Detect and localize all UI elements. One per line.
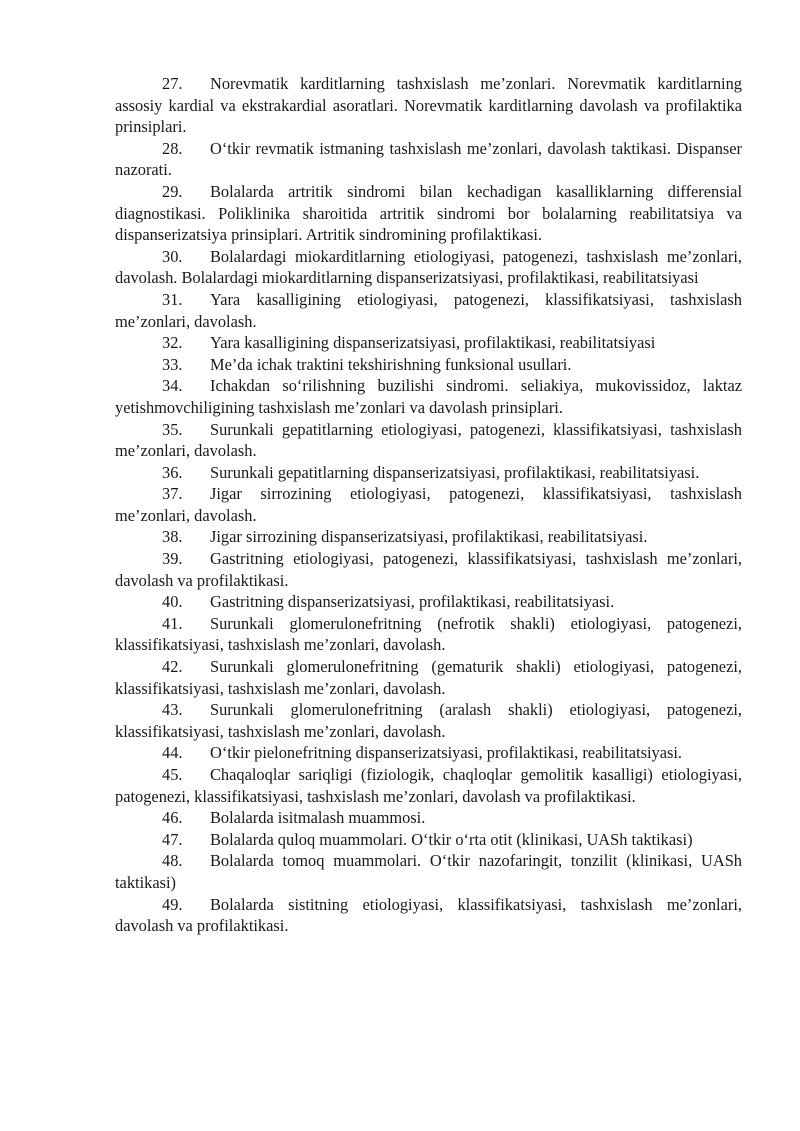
list-item-44 [115, 742, 742, 764]
item-number: 40. [162, 592, 183, 612]
list-item-43 [115, 699, 742, 742]
item-text: O‘tkir pielonefritning dispanserizatsiyasi, profilaktikasi, reabilitatsiyasi. [210, 743, 683, 763]
item-text: Surunkali glomerulonefritning (nefrotik shakli) etiologiyasi, patogenezi, klassifikatsiyasi, tashxislash me’zonlari, davolash. [115, 613, 742, 655]
item-text: Surunkali gepatitlarning etiologiyasi, patogenezi, klassifikatsiyasi, tashxislash me’zonlari, davolash. [115, 419, 742, 461]
item-number: 34. [162, 376, 183, 396]
item-text: Ichakdan so‘rilishning buzilishi sindromi. seliakiya, mukovissidoz, laktaz yetishmovchiligining tashxislash me’zonlari va davolash prinsiplari. [115, 376, 742, 417]
list-item-30 [115, 246, 742, 289]
item-number: 46. [162, 808, 183, 828]
item-number: 30. [162, 246, 183, 266]
item-number: 35. [162, 419, 183, 439]
item-text: Yara kasalligining etiologiyasi, patogenezi, klassifikatsiyasi, tashxislash me’zonlari, davolash. [115, 289, 742, 331]
item-number: 41. [162, 613, 183, 633]
item-number: 38. [162, 527, 183, 547]
item-number: 31. [162, 289, 183, 309]
list-item-35 [115, 419, 742, 462]
item-text: Bolalarda artritik sindromi bilan kechadigan kasalliklarning differensial diagnostikasi. Poliklinika sharoitida artritik sindromi bor bolalarning reabilitatsiya va dispanserizatsiya prinsiplari. Artritik sindromining profilaktikasi. [115, 181, 742, 245]
item-number: 45. [162, 765, 183, 784]
list-item-33 [115, 354, 742, 376]
item-number: 27. [162, 74, 183, 93]
item-text: Bolalarda isitmalash muammosi. [210, 808, 426, 828]
item-number: 44. [162, 743, 183, 763]
list-item-27 [115, 73, 742, 138]
item-number: 32. [162, 333, 183, 353]
list-item-39 [115, 548, 742, 591]
item-text: Jigar sirrozining etiologiyasi, patogenezi, klassifikatsiyasi, tashxislash me’zonlari, davolash. [115, 484, 742, 525]
list-item-37 [115, 483, 742, 526]
item-number: 28. [162, 138, 183, 158]
item-text: Bolalarda quloq muammolari. O‘tkir o‘rta otit (klinikasi, UASh taktikasi) [210, 829, 693, 849]
item-number: 36. [162, 462, 183, 482]
item-number: 37. [162, 484, 183, 504]
list-item-34 [115, 375, 742, 418]
item-text: Gastritning dispanserizatsiyasi, profilaktikasi, reabilitatsiyasi. [210, 592, 615, 612]
list-item-38 [115, 526, 742, 548]
item-number: 29. [162, 181, 183, 201]
list-item-31 [115, 289, 742, 332]
item-text: Surunkali gepatitlarning dispanserizatsiyasi, profilaktikasi, reabilitatsiyasi. [210, 462, 700, 482]
item-number: 39. [162, 549, 183, 569]
list-item-46 [115, 807, 742, 829]
item-text: Yara kasalligining dispanserizatsiyasi, profilaktikasi, reabilitatsiyasi [210, 333, 656, 353]
list-item-47 [115, 829, 742, 851]
item-text: Bolalarda tomoq muammolari. O‘tkir nazofaringit, tonzilit (klinikasi, UASh taktikasi) [115, 851, 742, 892]
list-item-45 [115, 764, 742, 807]
item-text: Norevmatik karditlarning tashxislash me’zonlari. Norevmatik karditlarning assosiy kardial va ekstrakardial asoratlari. Norevmatik karditlarning davolash va profilaktika prinsiplari. [115, 74, 742, 137]
item-text: Bolalardagi miokarditlarning etiologiyasi, patogenezi, tashxislash me’zonlari, davolash. Bolalardagi miokarditlarning dispanserizatsiyasi, profilaktikasi, reabilitatsiyasi [115, 246, 742, 288]
item-number: 42. [162, 657, 183, 677]
list-item-28 [115, 138, 742, 181]
item-text: Surunkali glomerulonefritning (aralash shakli) etiologiyasi, patogenezi, klassifikatsiyasi, tashxislash me’zonlari, davolash. [115, 700, 742, 741]
item-number: 48. [162, 851, 183, 871]
list-item-40 [115, 591, 742, 613]
item-text: Chaqaloqlar sariqligi (fiziologik, chaqloqlar gemolitik kasalligi) etiologiyasi, patogenezi, klassifikatsiyasi, tashxislash me’zonlari, davolash va profilaktikasi. [115, 765, 742, 806]
list-item-48 [115, 850, 742, 893]
list-item-36 [115, 462, 742, 484]
document-page [115, 73, 742, 937]
item-number: 33. [162, 354, 183, 374]
list-item-49 [115, 894, 742, 937]
list-item-41 [115, 613, 742, 656]
item-text: Bolalarda sistitning etiologiyasi, klassifikatsiyasi, tashxislash me’zonlari, davolash va profilaktikasi. [115, 894, 742, 936]
item-text: Me’da ichak traktini tekshirishning funksional usullari. [210, 354, 572, 374]
item-number: 47. [162, 829, 183, 849]
item-number: 49. [162, 894, 183, 914]
list-item-42 [115, 656, 742, 699]
list-item-32 [115, 332, 742, 354]
item-text: Jigar sirrozining dispanserizatsiyasi, profilaktikasi, reabilitatsiyasi. [210, 527, 648, 547]
item-text: Gastritning etiologiyasi, patogenezi, klassifikatsiyasi, tashxislash me’zonlari, davolash va profilaktikasi. [115, 549, 742, 590]
list-item-29 [115, 181, 742, 246]
item-text: O‘tkir revmatik istmaning tashxislash me’zonlari, davolash taktikasi. Dispanser nazorati. [115, 138, 742, 180]
item-text: Surunkali glomerulonefritning (gematurik shakli) etiologiyasi, patogenezi, klassifikatsiyasi, tashxislash me’zonlari, davolash. [115, 657, 742, 698]
item-number: 43. [162, 700, 183, 720]
